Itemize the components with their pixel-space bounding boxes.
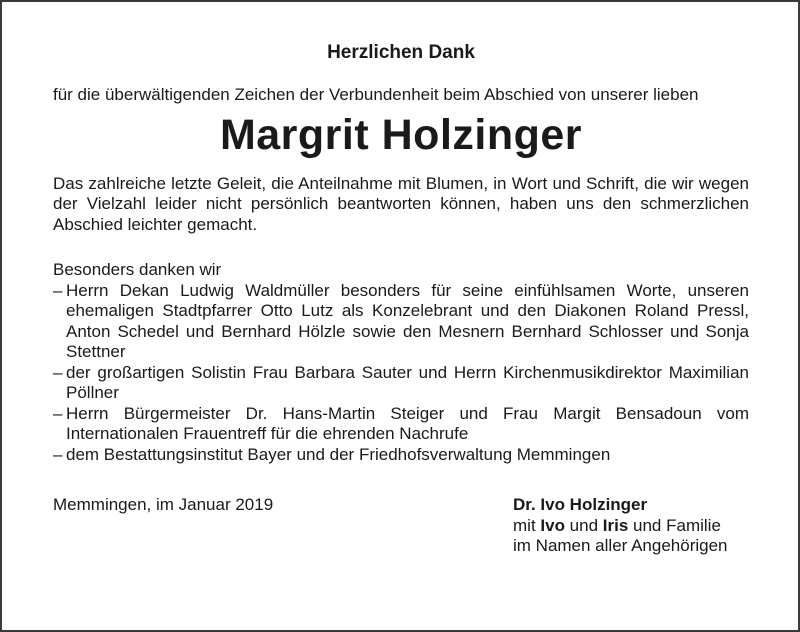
- notice-footer: [53, 495, 749, 565]
- special-thanks-intro: Besonders danken wir: [53, 260, 222, 279]
- signature-block: [513, 495, 753, 557]
- place-date: Memmingen, im Januar 2019: [53, 495, 274, 514]
- thanks-list: [53, 281, 749, 466]
- notice-heading: Herzlichen Dank: [327, 42, 475, 63]
- deceased-name: Margrit Holzinger: [219, 110, 583, 159]
- thanks-paragraph: Das zahlreiche letzte Geleit, die Anteilnahme mit Blumen, in Wort und Schrift, die wir wegen der Vielzahl leider nicht persönlich beantworten können, haben uns den schmerzlichen Abschied leichter gemacht.: [53, 173, 749, 234]
- intro-text: für die überwältigenden Zeichen der Verbundenheit beim Abschied von unserer lieben: [53, 85, 699, 104]
- thank-you-notice: [53, 42, 749, 565]
- family-member-name: Ivo: [540, 515, 565, 535]
- signatory-name: Dr. Ivo Holzinger: [513, 495, 648, 514]
- signature-relatives-line: im Namen aller Angehörigen: [513, 536, 728, 555]
- thanks-item: – Herrn Dekan Ludwig Waldmüller besonders für seine einfühlsamen Worte, unseren ehemaligen Stadtpfarrer Otto Lutz als Konzelebrant und den Diakonen Roland Pressl, Anton Schedel und Bernhard Hölzle sowie den Mesnern Bernhard Schlosser und Sonja Stettner: [53, 281, 749, 363]
- signature-family-line: mit Ivo und Iris und Familie: [513, 515, 721, 535]
- thanks-item: – der großartigen Solistin Frau Barbara Sauter und Herrn Kirchenmusikdirektor Maximilian Pöllner: [53, 363, 749, 404]
- thanks-item: – dem Bestattungsinstitut Bayer und der Friedhofsverwaltung Memmingen: [53, 445, 749, 466]
- family-member-name: Iris: [602, 515, 629, 535]
- thanks-item: – Herrn Bürgermeister Dr. Hans-Martin Steiger und Frau Margit Bensadoun vom Internationalen Frauentreff für die ehrenden Nachrufe: [53, 404, 749, 445]
